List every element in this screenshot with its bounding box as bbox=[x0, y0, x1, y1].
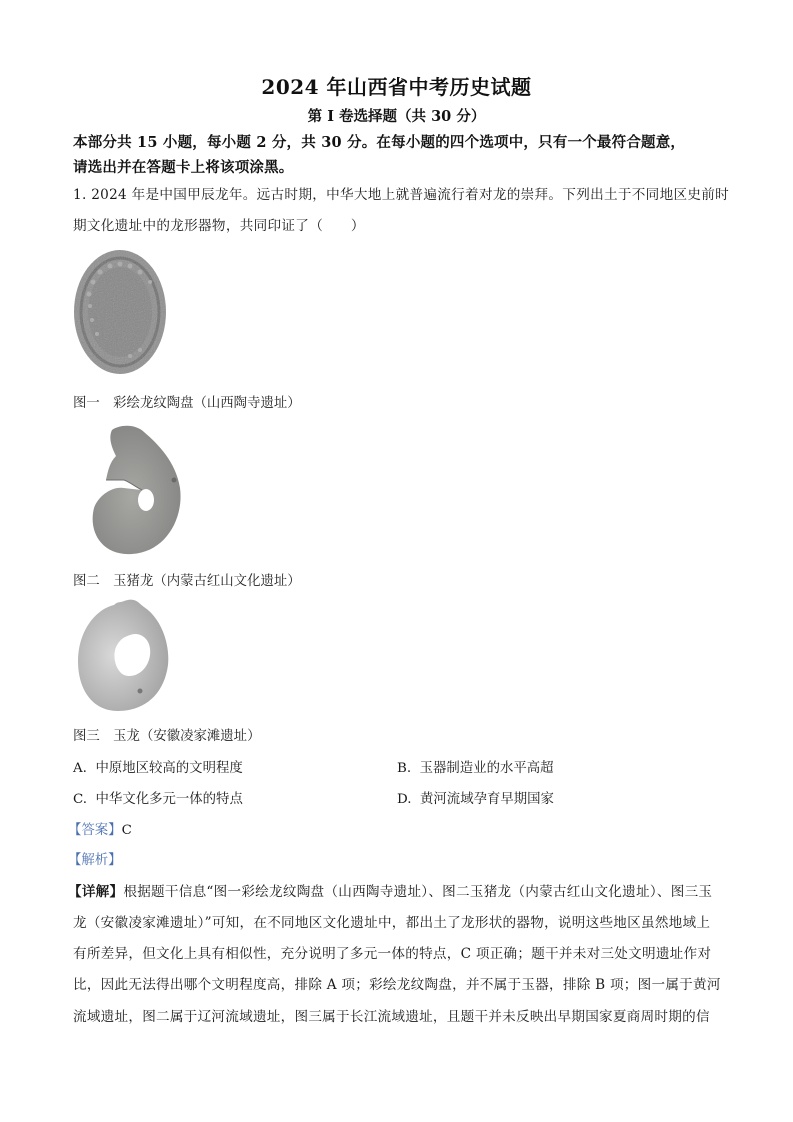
question-stem-line-1: 1. 2024 年是中国甲辰龙年。远古时期，中华大地上就普遍流行着对龙的崇拜。下列出土于不同地区史前时 bbox=[73, 187, 730, 203]
option-b-text: 玉器制造业的水平高超 bbox=[419, 761, 554, 776]
detail-text-1: 根据题干信息“图一彩绘龙纹陶盘（山西陶寺遗址）、图二玉猪龙（内蒙古红山文化遗址）、图三玉 bbox=[123, 884, 713, 900]
option-a[interactable] bbox=[73, 757, 243, 776]
detail-line-5: 流域遗址，图二属于辽河流域遗址，图三属于长江流域遗址，且题干并未反映出早期国家夏商周时期的信 bbox=[73, 1009, 710, 1025]
detail-line-4: 比，因此无法得出哪个文明程度高，排除 A 项；彩绘龙纹陶盘，并不属于玉器，排除 B 项；图一属于黄河 bbox=[73, 977, 721, 993]
answer-value: C bbox=[121, 823, 132, 838]
answer-row bbox=[68, 819, 132, 838]
jade-dragon-image bbox=[74, 595, 174, 715]
detail-line-3: 有所差异，但文化上具有相似性，充分说明了多元一体的特点，C 项正确；题干并未对三处文明遗址作对 bbox=[73, 946, 712, 962]
option-c-text: 中华文化多元一体的特点 bbox=[95, 792, 243, 807]
instructions-line-2: 请选出并在答题卡上将该项涂黑。 bbox=[73, 159, 294, 176]
option-b[interactable] bbox=[397, 757, 554, 776]
option-c[interactable] bbox=[73, 788, 243, 807]
figure-1-caption: 图一 彩绘龙纹陶盘（山西陶寺遗址） bbox=[73, 396, 301, 411]
analysis-label: 【解析】 bbox=[68, 853, 122, 868]
jade-pig-dragon-image bbox=[84, 422, 189, 557]
painted-dragon-pottery-plate-image bbox=[70, 246, 170, 378]
option-a-letter: A. bbox=[73, 761, 87, 776]
figure-3-caption: 图三 玉龙（安徽凌家滩遗址） bbox=[73, 729, 261, 744]
option-b-letter: B. bbox=[397, 761, 412, 776]
instructions-line-1: 本部分共 15 小题，每小题 2 分，共 30 分。在每小题的四个选项中，只有一个最符合题意， bbox=[73, 134, 686, 151]
page-title: 2024 年山西省中考历史试题 bbox=[261, 75, 532, 99]
analysis-row bbox=[68, 849, 122, 868]
figure-2-caption: 图二 玉猪龙（内蒙古红山文化遗址） bbox=[73, 574, 301, 589]
detail-label: 【详解】 bbox=[68, 884, 124, 900]
question-stem-line-2: 期文化遗址中的龙形器物，共同印证了（ ） bbox=[73, 218, 365, 234]
detail-line-1 bbox=[68, 880, 728, 900]
section-subtitle: 第 I 卷选择题（共 30 分） bbox=[307, 108, 486, 125]
option-d-letter: D. bbox=[397, 792, 412, 807]
option-d[interactable] bbox=[397, 788, 554, 807]
detail-line-2: 龙（安徽凌家滩遗址）”可知，在不同地区文化遗址中，都出土了龙形状的器物，说明这些地区虽然地域上 bbox=[73, 915, 711, 931]
option-a-text: 中原地区较高的文明程度 bbox=[95, 761, 243, 776]
answer-label: 【答案】 bbox=[68, 823, 122, 838]
option-d-text: 黄河流域孕育早期国家 bbox=[420, 792, 554, 807]
option-c-letter: C. bbox=[73, 792, 88, 807]
